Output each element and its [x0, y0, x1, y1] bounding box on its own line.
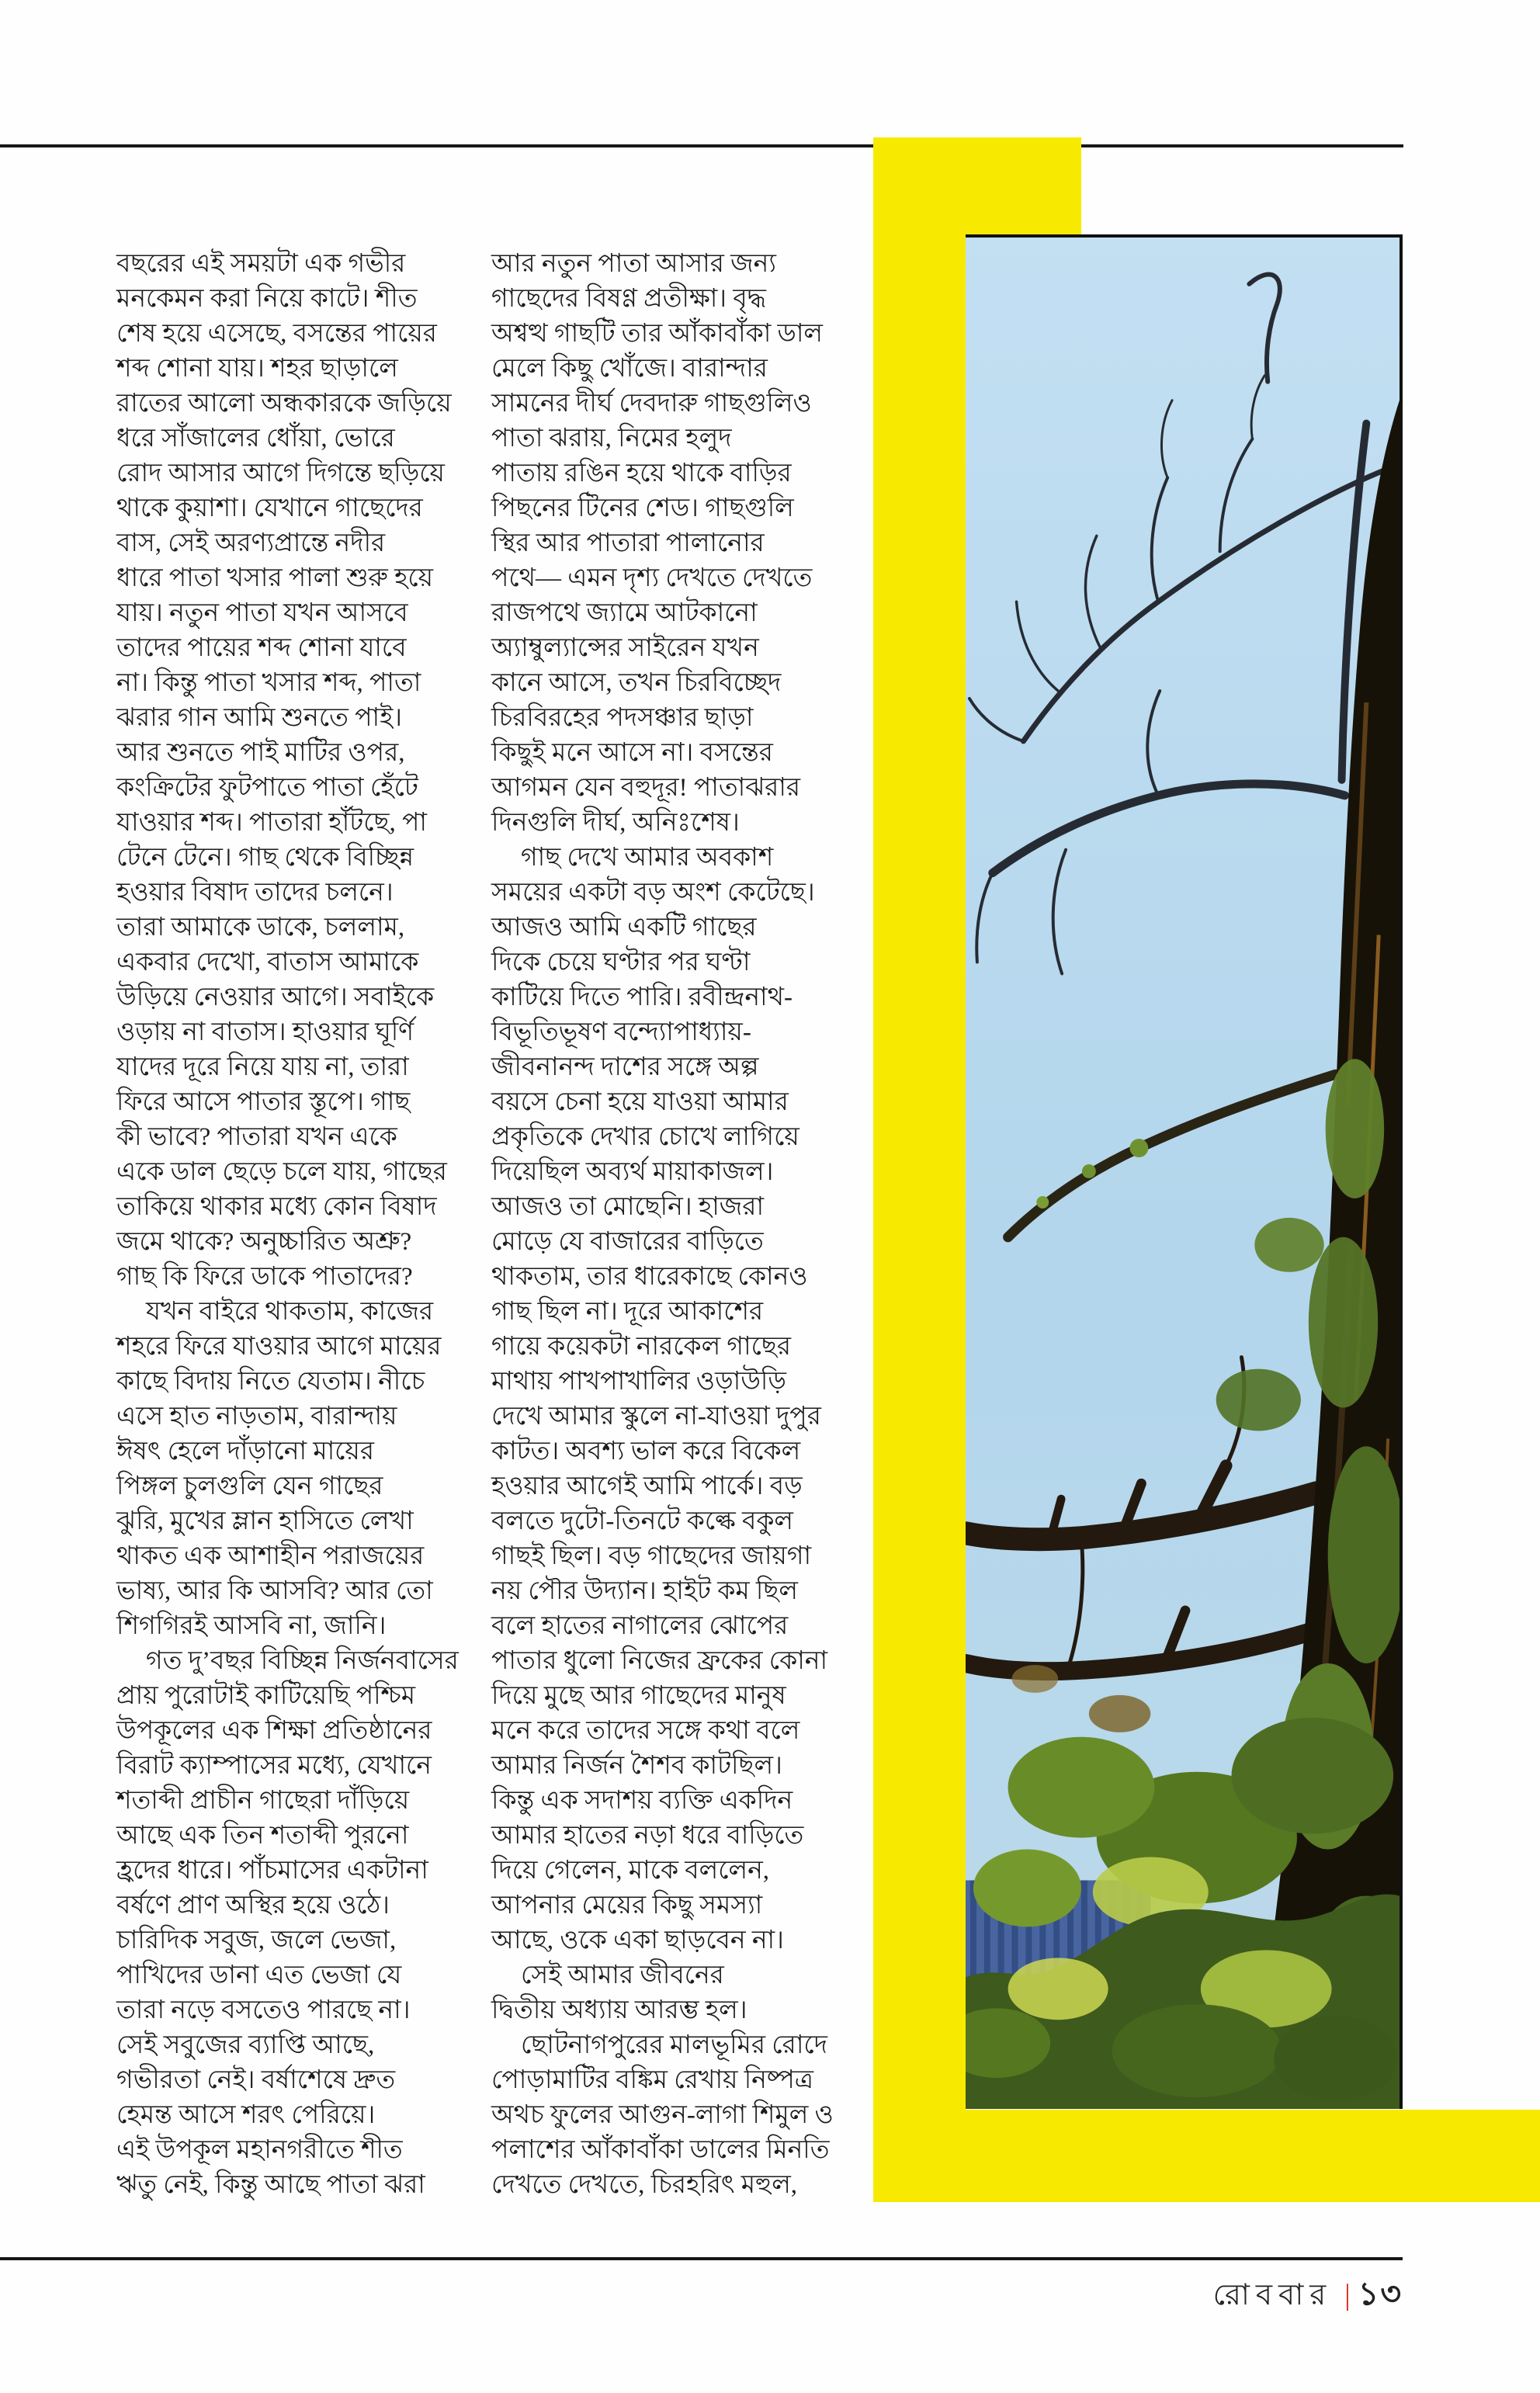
- text-line: থাকে কুয়াশা। যেখানে গাছেদের: [116, 494, 423, 522]
- text-line: পাতা ঝরায়, নিমের হলুদ: [491, 425, 732, 453]
- text-line: পোড়ামাটির বঙ্কিম রেখায় নিষ্পত্র: [491, 2066, 814, 2094]
- text-line: বছরের এই সময়টা এক গভীর: [116, 250, 406, 278]
- text-line: কংক্রিটের ফুটপাতে পাতা হেঁটে: [116, 774, 418, 802]
- text-line: রোদ আসার আগে দিগন্তে ছড়িয়ে: [116, 460, 445, 487]
- text-line: চারিদিক সবুজ, জলে ভেজা,: [116, 1927, 397, 1954]
- text-line: গত দু’বছর বিচ্ছিন্ন নির্জনবাসের: [146, 1647, 459, 1675]
- article-column-right: [491, 247, 845, 2203]
- text-line: তাকিয়ে থাকার মধ্যে কোন বিষাদ: [116, 1193, 437, 1221]
- text-line: থাকতাম, তার ধারেকাছে কোনও: [491, 1263, 808, 1291]
- text-line: কাটত। অবশ্য ভাল করে বিকেল: [491, 1438, 801, 1465]
- text-line: যখন বাইরে থাকতাম, কাজের: [146, 1298, 434, 1326]
- text-line: হওয়ার আগেই আমি পার্কে। বড়: [491, 1472, 803, 1500]
- yellow-accent-bottom-bar: [873, 2110, 1540, 2202]
- text-line: দেখতে দেখতে, চিরহরিৎ মহুল,: [491, 2171, 798, 2199]
- text-line: হওয়ার বিষাদ তাদের চলনে।: [116, 879, 394, 907]
- text-line: গাছ দেখে আমার অবকাশ: [521, 844, 774, 872]
- text-line: স্থির আর পাতারা পালানোর: [491, 529, 765, 557]
- text-line: পিঙ্গল চুলগুলি যেন গাছের: [116, 1472, 383, 1500]
- text-line: চিরবিরহের পদসঞ্চার ছাড়া: [491, 704, 754, 732]
- text-line: অশ্বত্থ গাছটি তার আঁকাবাঁকা ডাল: [491, 320, 823, 348]
- text-line: রাজপথে জ্যামে আটকানো: [491, 599, 758, 627]
- text-line: মেলে কিছু খোঁজে। বারান্দার: [491, 355, 768, 383]
- article-column-left: [116, 247, 459, 2203]
- text-line: ছোটনাগপুরের মালভূমির রোদে: [521, 2031, 827, 2059]
- text-line: একে ডাল ছেড়ে চলে যায়, গাছের: [116, 1158, 447, 1186]
- text-line: সেই সবুজের ব্যাপ্তি আছে,: [116, 2031, 375, 2059]
- text-line: আছে এক তিন শতাব্দী পুরনো: [116, 1822, 409, 1850]
- text-line: যায়। নতুন পাতা যখন আসবে: [116, 599, 408, 627]
- text-line: কাটিয়ে দিতে পারি। রবীন্দ্রনাথ-: [491, 983, 793, 1011]
- text-line: শেষ হয়ে এসেছে, বসন্তের পায়ের: [116, 320, 437, 348]
- text-line: বাস, সেই অরণ্যপ্রান্তে নদীর: [116, 529, 386, 557]
- yellow-accent-vertical-strip: [873, 234, 966, 2110]
- text-line: জীবনানন্দ দাশের সঙ্গে অল্প: [491, 1053, 759, 1081]
- text-line: গাছ কি ফিরে ডাকে পাতাদের?: [116, 1263, 413, 1291]
- text-line: পাতায় রঙিন হয়ে থাকে বাড়ির: [491, 460, 792, 487]
- text-line: কাছে বিদায় নিতে যেতাম। নীচে: [116, 1368, 425, 1396]
- text-line: বিভূতিভূষণ বন্দ্যোপাধ্যায়-: [491, 1018, 751, 1046]
- text-line: প্রকৃতিকে দেখার চোখে লাগিয়ে: [491, 1123, 799, 1151]
- text-line: এসে হাত নাড়তাম, বারান্দায়: [116, 1403, 397, 1431]
- text-line: তারা নড়ে বসতেও পারছে না।: [116, 1996, 411, 2024]
- text-line: সেই আমার জীবনের: [521, 1961, 724, 1989]
- text-line: শিগগিরই আসবি না, জানি।: [116, 1612, 387, 1640]
- text-line: পাতার ধুলো নিজের ফ্রকের কোনা: [491, 1647, 828, 1675]
- text-line: আপনার মেয়ের কিছু সমস্যা: [491, 1892, 763, 1920]
- text-line: প্রায় পুরোটাই কাটিয়েছি পশ্চিম: [116, 1682, 416, 1710]
- text-line: যাদের দূরে নিয়ে যায় না, তারা: [116, 1053, 409, 1081]
- text-line: হ্রদের ধারে। পাঁচমাসের একটানা: [116, 1857, 428, 1885]
- yellow-accent-top-block: [873, 137, 1081, 234]
- footer-separator: |: [1344, 2279, 1351, 2311]
- text-line: আছে, ওকে একা ছাড়বেন না।: [491, 1927, 784, 1954]
- text-line: টেনে টেনে। গাছ থেকে বিচ্ছিন্ন: [116, 844, 414, 872]
- text-line: শব্দ শোনা যায়। শহর ছাড়ালে: [116, 355, 398, 383]
- text-line: শহরে ফিরে যাওয়ার আগে মায়ের: [116, 1333, 442, 1361]
- text-line: গায়ে কয়েকটা নারকেল গাছের: [491, 1333, 792, 1361]
- text-line: আমার হাতের নড়া ধরে বাড়িতে: [491, 1822, 804, 1850]
- text-line: আর নতুন পাতা আসার জন্য: [491, 250, 776, 278]
- footer-rule: [0, 2257, 1403, 2260]
- text-line: কিন্তু এক সদাশয় ব্যক্তি একদিন: [491, 1787, 793, 1815]
- text-line: পাখিদের ডানা এত ভেজা যে: [116, 1961, 402, 1989]
- text-line: মনকেমন করা নিয়ে কাটে। শীত: [116, 285, 418, 313]
- text-line: বলতে দুটো-তিনটে কল্কে বকুল: [491, 1507, 793, 1535]
- text-line: রাতের আলো অন্ধকারকে জড়িয়ে: [116, 390, 452, 418]
- text-line: জমে থাকে? অনুচ্চারিত অশ্রু?: [116, 1228, 412, 1256]
- text-line: গাছ ছিল না। দূরে আকাশের: [491, 1298, 764, 1326]
- page-number: ১৩: [1358, 2276, 1403, 2311]
- text-line: থাকত এক আশাহীন পরাজয়ের: [116, 1542, 425, 1570]
- text-line: আজও তা মোছেনি। হাজরা: [491, 1193, 765, 1221]
- text-line: ফিরে আসে পাতার স্তূপে। গাছ: [116, 1088, 411, 1116]
- text-line: দিয়েছিল অব্যর্থ মায়াকাজল।: [491, 1158, 774, 1186]
- text-line: পথে— এমন দৃশ্য দেখতে দেখতে: [491, 564, 813, 592]
- text-line: কী ভাবে? পাতারা যখন একে: [116, 1123, 397, 1151]
- text-line: তারা আমাকে ডাকে, চললাম,: [116, 914, 405, 942]
- text-line: অথচ ফুলের আগুন-লাগা শিমুল ও: [491, 2101, 834, 2129]
- text-line: গাছেদের বিষণ্ণ প্রতীক্ষা। বৃদ্ধ: [491, 285, 766, 313]
- text-line: সামনের দীর্ঘ দেবদারু গাছগুলিও: [491, 390, 812, 418]
- text-line: ওড়ায় না বাতাস। হাওয়ার ঘূর্ণি: [116, 1018, 414, 1046]
- text-line: মোড়ে যে বাজারের বাড়িতে: [491, 1228, 764, 1256]
- text-line: গাছই ছিল। বড় গাছেদের জায়গা: [491, 1542, 812, 1570]
- text-line: পিছনের টিনের শেড। গাছগুলি: [491, 494, 794, 522]
- text-line: ঝরার গান আমি শুনতে পাই।: [116, 704, 403, 732]
- text-line: ধারে পাতা খসার পালা শুরু হয়ে: [116, 564, 434, 592]
- text-line: দিয়ে গেলেন, মাকে বললেন,: [491, 1857, 770, 1885]
- text-line: না। কিন্তু পাতা খসার শব্দ, পাতা: [116, 669, 421, 697]
- text-line: শতাব্দী প্রাচীন গাছেরা দাঁড়িয়ে: [116, 1787, 410, 1815]
- text-line: একবার দেখো, বাতাস আমাকে: [116, 949, 419, 976]
- text-line: অ্যাম্বুল্যান্সের সাইরেন যখন: [491, 634, 759, 662]
- text-line: মনে করে তাদের সঙ্গে কথা বলে: [491, 1717, 800, 1745]
- top-rule: [0, 144, 1403, 147]
- text-line: ধরে সাঁজালের ধোঁয়া, ভোরে: [116, 425, 395, 453]
- text-line: দেখে আমার স্কুলে না-যাওয়া দুপুর: [491, 1403, 821, 1431]
- text-line: দ্বিতীয় অধ্যায় আরম্ভ হল।: [491, 1996, 747, 2024]
- text-line: বয়সে চেনা হয়ে যাওয়া আমার: [491, 1088, 789, 1116]
- text-line: আগমন যেন বহুদূর! পাতাঝরার: [491, 774, 801, 802]
- text-line: কানে আসে, তখন চিরবিচ্ছেদ: [491, 669, 782, 697]
- text-line: বিরাট ক্যাম্পাসের মধ্যে, যেখানে: [116, 1752, 432, 1780]
- text-line: আমার নির্জন শৈশব কাটছিল।: [491, 1752, 782, 1780]
- text-line: সময়ের একটা বড় অংশ কেটেছে।: [491, 879, 815, 907]
- text-line: ঋতু নেই, কিন্তু আছে পাতা ঝরা: [116, 2171, 425, 2199]
- tree-photo-illustration: [966, 238, 1400, 2109]
- text-line: গভীরতা নেই। বর্ষাশেষে দ্রুত: [116, 2066, 396, 2094]
- tree-photo: [966, 234, 1403, 2109]
- text-line: দিয়ে মুছে আর গাছেদের মানুষ: [491, 1682, 786, 1710]
- text-line: ভাষ্য, আর কি আসবি? আর তো: [116, 1577, 433, 1605]
- text-line: পলাশের আঁকাবাঁকা ডালের মিনতি: [491, 2136, 830, 2164]
- text-line: ঈষৎ হেলে দাঁড়ানো মায়ের: [116, 1438, 375, 1465]
- text-line: নয় পৌর উদ্যান। হাইট কম ছিল: [491, 1577, 798, 1605]
- text-line: দিনগুলি দীর্ঘ, অনিঃশেষ।: [491, 809, 740, 837]
- text-line: বলে হাতের নাগালের ঝোপের: [491, 1612, 789, 1640]
- text-line: আজও আমি একটি গাছের: [491, 914, 757, 942]
- text-line: কিছুই মনে আসে না। বসন্তের: [491, 739, 773, 767]
- text-line: মাথায় পাখপাখালির ওড়াউড়ি: [491, 1368, 786, 1396]
- text-line: ঝুরি, মুখের ম্লান হাসিতে লেখা: [116, 1507, 414, 1535]
- magazine-name: রোববার: [1212, 2279, 1333, 2311]
- text-line: উড়িয়ে নেওয়ার আগে। সবাইকে: [116, 983, 435, 1011]
- text-line: আর শুনতে পাই মাটির ওপর,: [116, 739, 405, 767]
- text-line: তাদের পায়ের শব্দ শোনা যাবে: [116, 634, 407, 662]
- text-line: বর্ষণে প্রাণ অস্থির হয়ে ওঠে।: [116, 1892, 390, 1920]
- text-line: যাওয়ার শব্দ। পাতারা হাঁটছে, পা: [116, 809, 427, 837]
- text-line: হেমন্ত আসে শরৎ পেরিয়ে।: [116, 2101, 376, 2129]
- page-footer: [854, 2270, 1403, 2323]
- text-line: উপকূলের এক শিক্ষা প্রতিষ্ঠানের: [116, 1717, 432, 1745]
- text-line: এই উপকূল মহানগরীতে শীত: [116, 2136, 403, 2164]
- text-line: দিকে চেয়ে ঘণ্টার পর ঘণ্টা: [491, 949, 751, 976]
